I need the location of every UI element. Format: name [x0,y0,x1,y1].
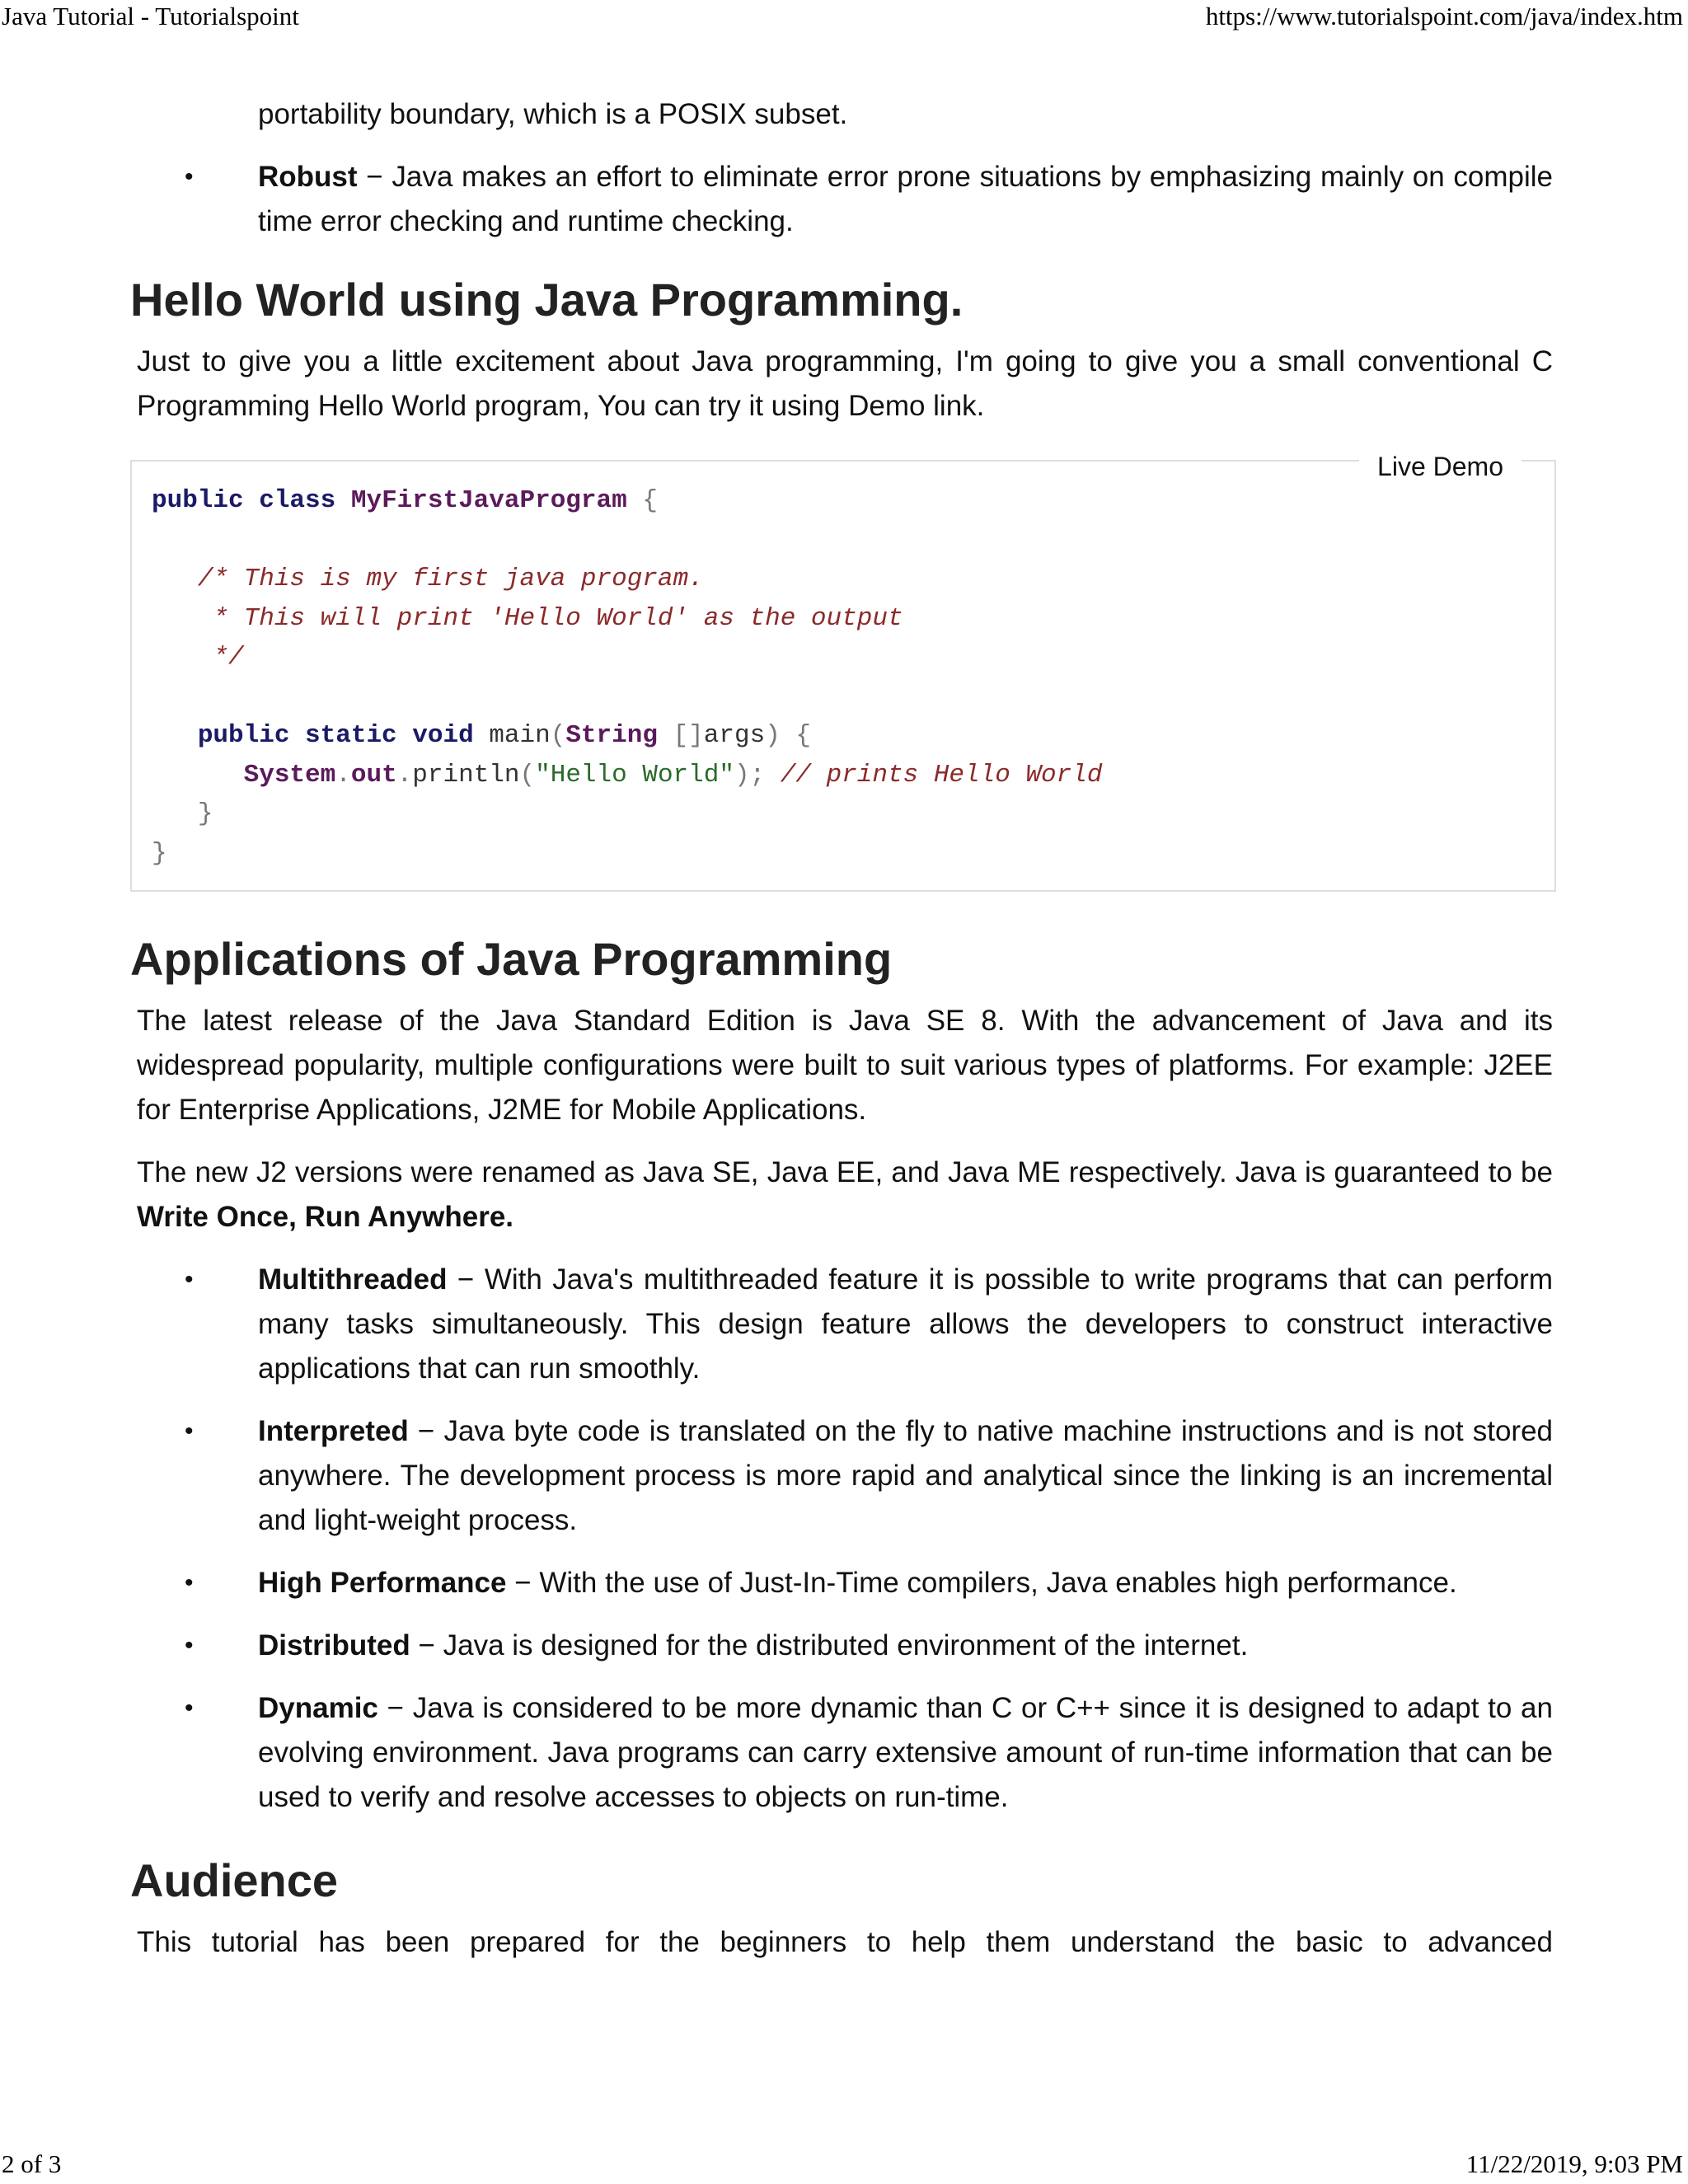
heading-audience: Audience [130,1854,339,1906]
feature-text: − Java is designed for the distributed environment of the internet. [410,1629,1249,1661]
feature-term: Distributed [258,1629,410,1661]
feature-term: Multithreaded [258,1263,448,1296]
code-block [130,452,1556,892]
heading-hello-world: Hello World using Java Programming. [130,274,964,326]
write-once-phrase: Write Once, Run Anywhere. [137,1201,514,1233]
list-item [130,1258,1553,1391]
list-item [130,1409,1553,1543]
print-header-url[interactable]: https://www.tutorialspoint.com/java/index.htm [1205,2,1683,30]
feature-term: Dynamic [258,1692,378,1724]
print-footer [0,2149,1688,2182]
feature-text: − Java byte code is translated on the fly to native machine instructions and is not stored anywhere. The development process is more rapid and analytical since the linking is an incremental and light-weight process. [258,1415,1553,1536]
print-header [0,2,1688,35]
feature-text: − Java makes an effort to eliminate error prone situations by emphasizing mainly on compile time error checking and runtime checking. [258,161,1553,237]
feature-term: Interpreted [258,1415,409,1447]
page-number: 2 of 3 [2,2149,62,2178]
article-content [130,92,1553,1965]
applications-paragraph-1: The latest release of the Java Standard Edition is Java SE 8. With the advancement of Java and its widespread popularity, multiple configurations were built to suit various types of platforms. For example: J2EE for Enterprise Applications, J2ME for Mobile Applications. [137,1005,1553,1126]
list-item [130,1561,1553,1605]
print-datetime: 11/22/2019, 9:03 PM [1465,2149,1683,2178]
features-fragment: portability boundary, which is a POSIX subset. [258,98,848,130]
feature-term: Robust [258,161,358,193]
heading-applications: Applications of Java Programming [130,933,893,985]
applications-list [130,1258,1553,1820]
hello-world-paragraph: Just to give you a little excitement about Java programming, I'm going to give you a small conventional C Programming Hello World program, You can try it using Demo link. [137,345,1553,422]
live-demo-link[interactable]: Live Demo [1359,450,1522,483]
code-listing: public class MyFirstJavaProgram { /* This is my first java program. * This will print 'Hello World' as the output */ public static void main(String []args) { System.out.println("Hello World"); // prints Hello World } } [152,486,1103,868]
list-item [130,1686,1553,1820]
feature-text: − With Java's multithreaded feature it is possible to write programs that can perform many tasks simultaneously. This design feature allows the developers to construct interactive applications that can run smoothly. [258,1263,1553,1385]
applications-paragraph-2: The new J2 versions were renamed as Java SE, Java EE, and Java ME respectively. Java is guaranteed to be Write Once, Run Anywhere. [137,1156,1553,1233]
feature-text: − With the use of Just-In-Time compilers, Java enables high performance. [506,1567,1457,1599]
feature-text: − Java is considered to be more dynamic than C or C++ since it is designed to adapt to an evolving environment. Java programs can carry extensive amount of run-time information that can be used to verify and resolve accesses to objects on run-time. [258,1692,1553,1813]
feature-term: High Performance [258,1567,507,1599]
features-list [130,155,1553,244]
list-item-robust [130,155,1553,244]
audience-paragraph: This tutorial has been prepared for the beginners to help them understand the basic to advanced [137,1926,1553,1958]
list-item [130,1624,1553,1668]
print-header-title: Java Tutorial - Tutorialspoint [2,2,299,30]
